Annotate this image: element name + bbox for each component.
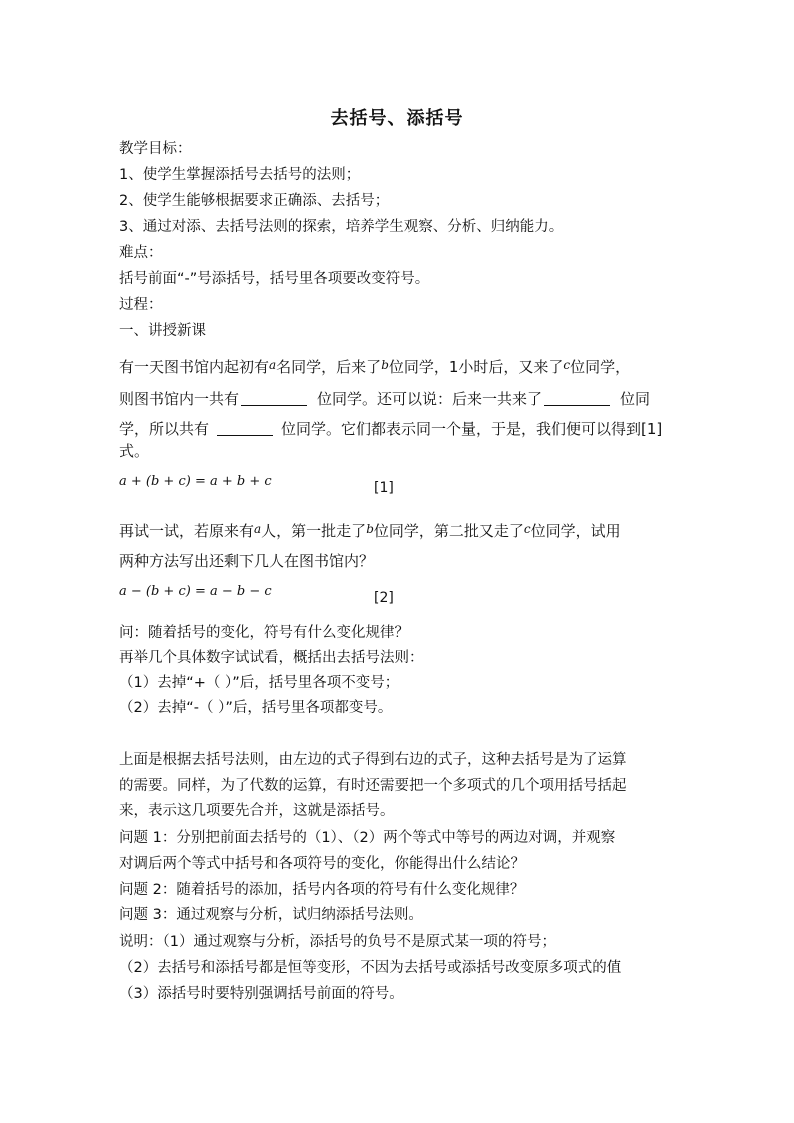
variable-a: a xyxy=(254,522,262,536)
difficulty-heading: 难点： xyxy=(119,245,163,261)
paragraph-3-line-3: 来，表示这几项要先合并，这就是添括号。 xyxy=(119,803,395,819)
question-1-line-2: 对调后两个等式中括号和各项符号的变化，你能得出什么结论？ xyxy=(119,856,525,872)
rule-1: （1）去掉“+（ ）”后，括号里各项不变号； xyxy=(119,675,400,691)
formula-1: a + (b + c) = a + b + c xyxy=(119,474,272,489)
paragraph-1-line-1: 有一天图书馆内起初有$^a$名同学，后来了$^b$位同学，1小时后，又来了$^c$位同学， xyxy=(119,358,631,376)
variable-b: b xyxy=(381,358,389,372)
answer-blank-1 xyxy=(241,391,307,406)
variable-c: c xyxy=(523,522,531,536)
paragraph-1-line-2: 则图书馆内一共有 位同学。还可以说：后来一共来了 位同 xyxy=(119,390,651,408)
try-numbers-line: 再举几个具体数字试试看，概括出去括号法则： xyxy=(119,650,424,666)
answer-blank-2 xyxy=(544,391,610,406)
objective-1: 1、使学生掌握添括号去括号的法则； xyxy=(119,167,361,183)
note-3: （3）添括号时要特别强调括号前面的符号。 xyxy=(119,986,404,1002)
objective-2: 2、使学生能够根据要求正确添、去括号； xyxy=(119,193,390,209)
question-2: 问题 2：随着括号的添加，括号内各项的符号有什么变化规律？ xyxy=(119,882,525,898)
document-title: 去括号、添括号 xyxy=(330,108,464,129)
note-2: （2）去括号和添括号都是恒等变形，不因为去括号或添括号改变原多项式的值 xyxy=(119,960,622,976)
rule-2: （2）去掉“-（ ）”后，括号里各项都变号。 xyxy=(119,700,393,716)
section-heading: 一、讲授新课 xyxy=(119,323,206,339)
difficulty-text: 括号前面“-”号添括号，括号里各项要改变符号。 xyxy=(119,271,430,287)
variable-a: a xyxy=(269,358,277,372)
paragraph-3-line-2: 的需要。同样，为了代数的运算，有时还需要把一个多项式的几个项用括号括起 xyxy=(119,778,627,794)
formula-2: a − (b + c) = a − b − c xyxy=(119,584,272,599)
question-line: 问：随着括号的变化，符号有什么变化规律？ xyxy=(119,625,409,641)
paragraph-1-line-4: 式。 xyxy=(119,442,150,460)
paragraph-2-line-2: 两种方法写出还剩下几人在图书馆内？ xyxy=(119,552,375,570)
objective-3: 3、通过对添、去括号法则的探索，培养学生观察、分析、归纳能力。 xyxy=(119,219,564,235)
formula-1-tag: [1] xyxy=(374,480,394,496)
formula-2-tag: [2] xyxy=(374,590,394,606)
paragraph-2-line-1: 再试一试，若原来有$^a$人，第一批走了$^b$位同学，第二批又走了$^c$位同学，试用 xyxy=(119,522,621,540)
paragraph-3-line-1: 上面是根据去括号法则，由左边的式子得到右边的式子，这种去括号是为了运算 xyxy=(119,752,627,768)
question-1-line-1: 问题 1：分别把前面去括号的（1）、（2）两个等式中等号的两边对调，并观察 xyxy=(119,830,616,846)
answer-blank-3 xyxy=(217,421,273,436)
paragraph-1-line-3: 学，所以共有 位同学。它们都表示同一个量，于是，我们便可以得到[1] xyxy=(119,420,663,438)
variable-c: c xyxy=(563,358,571,372)
process-heading: 过程： xyxy=(119,297,163,313)
objectives-heading: 教学目标： xyxy=(119,141,192,157)
note-1: 说明：（1）通过观察与分析，添括号的负号不是原式某一项的符号； xyxy=(119,934,556,950)
variable-b: b xyxy=(366,522,374,536)
question-3: 问题 3：通过观察与分析，试归纳添括号法则。 xyxy=(119,907,423,923)
